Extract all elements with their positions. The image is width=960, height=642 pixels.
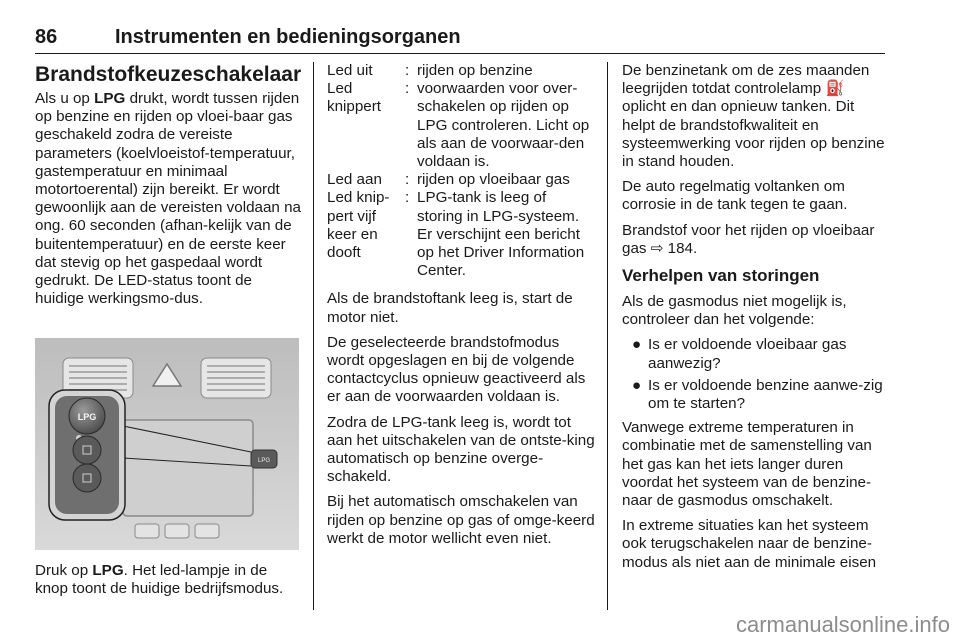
paragraph: De benzinetank om de zes maanden leegrijden totdat controlelamp ⛽ oplicht en dan opnieuw tanken. Dit helpt de brandstofkwaliteit en systeemwerking voor rijden op benzine in stand houden. — [622, 62, 885, 171]
list-item: ● Is er voldoende vloeibaar gas aanwezig? — [632, 336, 847, 372]
paragraph: Zodra de LPG-tank leeg is, wordt tot aan het uitschakelen van de ontste-king automatisch op benzine overge-schakeld. — [327, 413, 595, 486]
column-divider — [313, 62, 314, 610]
paragraph: De auto regelmatig voltanken om corrosie in de tank tegen te gaan. — [622, 178, 848, 214]
column-1 — [35, 62, 301, 315]
svg-text:LPG: LPG — [77, 412, 97, 422]
list-item: ● Is er voldoende benzine aanwe-zig om te starten? — [632, 376, 883, 413]
lpg-switch-photo — [35, 338, 299, 550]
paragraph: De geselecteerde brandstofmodus wordt opgeslagen en bij de volgende contactcyclus opnieuw geactiveerd als er aan de voorwaarden voldaan is. — [327, 333, 586, 406]
checklist — [622, 336, 888, 413]
image-caption: Druk op LPG. Het led-lampje in de knop toont de huidige bedrijfsmodus. — [35, 562, 284, 598]
column-2 — [327, 62, 595, 555]
table-row: Led uit : rijden op benzine — [327, 62, 533, 79]
led-status-table — [327, 62, 595, 280]
paragraph: Als de gasmodus niet mogelijk is, controleer dan het volgende: — [622, 293, 847, 329]
paragraph: Vanwege extreme temperaturen in combinatie met de samenstelling van het gas kan het iets langer duren voordat het systeem van de benzine-naar de gasmodus omschakelt. — [622, 419, 872, 510]
table-row: Led knippert : voorwaarden voor over-schakelen op rijden op LPG controleren. Licht op als aan de voorwaar-den voldaan is. — [327, 80, 590, 171]
watermark: carmanualsonline.info — [735, 612, 950, 637]
section-heading: Brandstofkeuzeschakelaar — [35, 63, 302, 86]
cross-reference: Brandstof voor het rijden op vloeibaar gas ⇨ 184. — [622, 221, 875, 257]
page-header — [35, 26, 885, 56]
subsection-heading: Verhelpen van storingen — [622, 266, 820, 286]
page-number: 86 — [35, 26, 58, 48]
paragraph: Bij het automatisch omschakelen van rijden op benzine op gas of omge-keerd werkt de motor wellicht even niet. — [327, 493, 595, 547]
paragraph: In extreme situaties kan het systeem ook terugschakelen naar de benzine-modus als niet aan de minimale eisen — [622, 517, 877, 571]
header-rule — [35, 53, 885, 54]
paragraph: Als de brandstoftank leeg is, start de motor niet. — [327, 290, 573, 326]
column-divider — [607, 62, 608, 610]
intro-paragraph: Als u op LPG drukt, wordt tussen rijden op benzine en rijden op vloei-baar gas geschakeld zodra de vereiste parameters (koelvloeistof-temperatuur, gastemperatuur en minimaal motortoerental) zijn bereikt. Er wordt gewoonlijk aan de vereisten voldaan na ong. 60 seconden (afhan-kelijk van de buitentemperatuur) en de eerste keer dat stevig op het gaspedaal wordt gedrukt. De LED-status toont de huidige werkingsmo-dus. — [35, 90, 301, 308]
bullet-icon: ● — [632, 336, 642, 354]
bullet-icon: ● — [632, 376, 642, 394]
table-row: Led aan : rijden op vloeibaar gas — [327, 171, 570, 189]
page-title: Instrumenten en bedieningsorganen — [115, 26, 461, 48]
svg-text:LPG: LPG — [257, 458, 271, 464]
column-3 — [622, 62, 888, 579]
table-row: Led knip-pert vijf keer en dooft : LPG-tank is leeg of storing in LPG-systeem. Er verschijnt een bericht op het Driver Information Center. — [327, 189, 585, 280]
